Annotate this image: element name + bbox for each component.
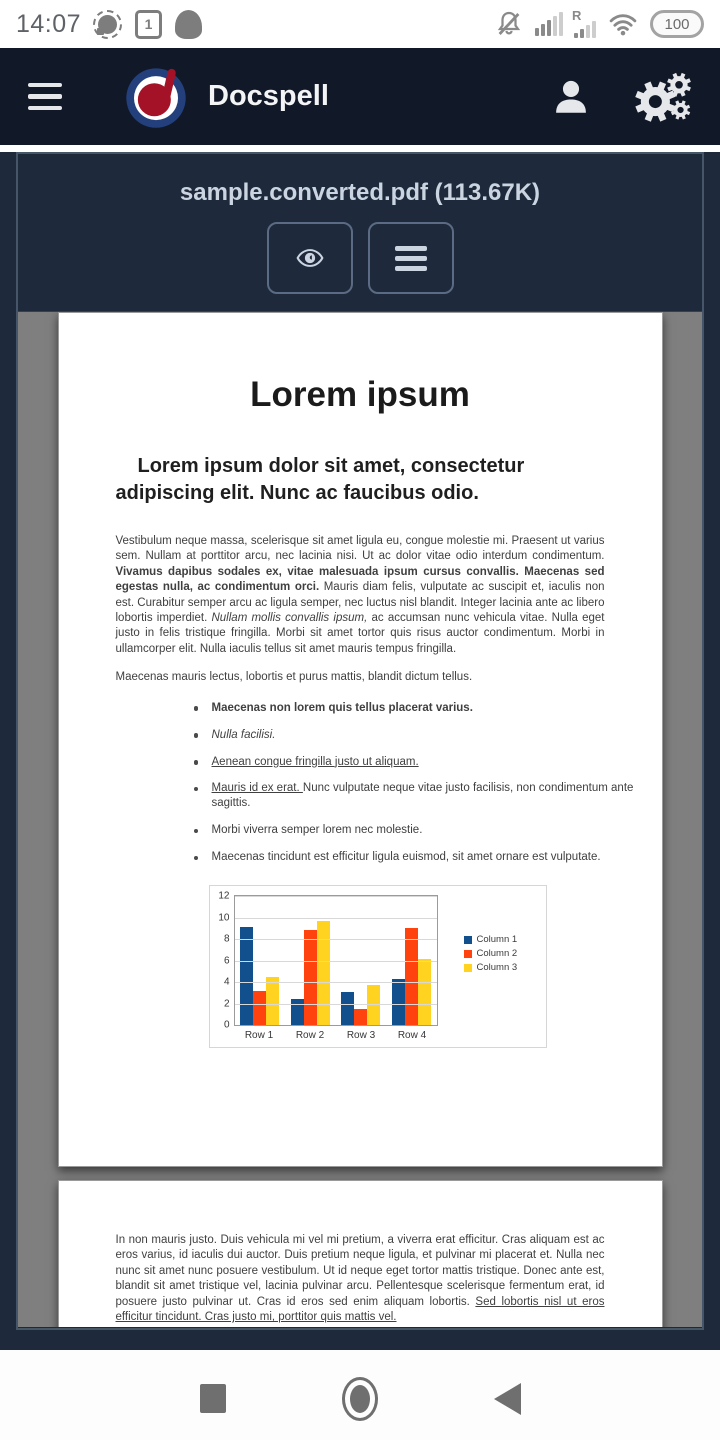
file-name: sample.converted.pdf (113.67K) [179,179,541,206]
settings-gears-icon[interactable] [634,71,692,123]
legend-entry: Column 1 [464,934,518,945]
bell-slash-icon [494,9,524,39]
list-icon [395,246,427,271]
x-tick-label: Row 3 [346,1030,376,1042]
bar [253,991,266,1025]
y-tick-label: 4 [223,976,230,988]
bar-group [285,921,336,1025]
android-status-bar [0,0,720,48]
bar [240,927,253,1025]
back-button[interactable] [494,1383,521,1415]
list-item: Aenean congue fringilla justo ut aliquam. [192,755,663,770]
clock: 14:07 [16,9,82,38]
y-tick-label: 0 [223,1019,230,1031]
bar [367,985,380,1025]
y-tick-label: 10 [218,912,230,924]
bar [341,992,354,1025]
brand[interactable] [124,64,329,130]
bar [304,930,317,1026]
preview-eye-button[interactable] [267,222,353,294]
legend-swatch [464,950,472,958]
bar [405,928,418,1025]
chart-plot-area [234,895,438,1026]
paragraph: In non mauris justo. Duis vehicula mi vel mi pretium, a viverra erat efficitur. Cras aliquam est ac eros varius, id iaculis dui auctor. Duis pretium neque ligula, et pulvinar mi placerat et. Nulla nec nunc sit amet nunc posuere vestibulum. Ut id neque eget tortor mattis tristique. Donec ante est, blandit sit amet tristique vel, lacinia pulvinar arcu. Pellentesque scelerisque fermentum erat, id posuere justo pulvinar ut. Cras id eros sed enim aliquam lobortis. Sed lobortis nisl ut eros efficitur tincidunt. Cras justo mi, porttitor quis mattis vel. [115,1234,605,1324]
document-title: Lorem ipsum [250,375,470,414]
ghost-app-icon [175,10,202,39]
battery-icon: 100 [650,10,704,38]
chart-y-axis [214,890,234,1031]
pdf-page-1 [58,312,663,1167]
android-nav-bar [0,1350,720,1440]
attachment-panel [16,152,704,1330]
user-icon[interactable] [550,76,592,118]
paragraph: Vestibulum neque massa, scelerisque sit amet ligula eu, congue molestie mi. Praesent ut varius sem. Nullam at porttitor arcu, nec lacinia nisi. Ut ac dolor vitae odio interdum condimentum. Vivamus dapibus sodales ex, vitae malesuada ipsum cursus convallis. Maecenas sed egestas nulla, ac condimentum orci. Mauris diam felis, vulputate ac suscipit et, iaculis non est. Curabitur semper arcu ac ligula semper, nec luctus nisl blandit. Integer lacinia ante ac libero lobortis imperdiet. Nullam mollis convallis ipsum, ac accumsan nunc vehicula vitae. Nulla eget justo in felis tristique fringilla. Morbi sit amet tortor quis risus auctor condimentum. Morbi in ullamcorper elit. Nulla iaculis tellus sit amet mauris tempus fringilla. [115,535,605,655]
chart-legend [464,931,518,976]
list-item: Maecenas non lorem quis tellus placerat varius. [192,701,663,716]
y-tick-label: 12 [218,890,230,902]
y-tick-label: 6 [223,955,230,967]
bullet-list [192,701,662,866]
legend-entry: Column 3 [464,962,518,973]
bar-chart [209,885,547,1048]
paragraph: Maecenas mauris lectus, lobortis et purus mattis, blandit dictum tellus. [115,671,473,684]
document-subtitle: Lorem ipsum dolor sit amet, consectetur adipiscing elit. Nunc ac faucibus odio. [115,455,525,504]
bar-group [235,927,286,1025]
app-title: Docspell [208,80,329,112]
wifi-icon [607,9,639,39]
list-item: Maecenas tincidunt est efficitur ligula euismod, sit amet ornare est vulputate. [192,850,663,865]
list-item: Mauris id ex erat. Nunc vulputate neque vitae justo facilisis, non condimentum ante sagittis. [192,781,663,811]
x-tick-label: Row 4 [397,1030,427,1042]
y-tick-label: 8 [223,933,230,945]
eye-icon [292,244,328,272]
recents-button[interactable] [200,1384,226,1413]
bar [418,959,431,1026]
bar-group [336,985,387,1025]
bar [266,977,279,1025]
attachment-menu-button[interactable] [368,222,454,294]
list-item: Morbi viverra semper lorem nec molestie. [192,823,663,838]
calendar-icon: 1 [135,10,162,39]
docspell-logo-icon [124,64,188,130]
roaming-signal-icon [572,7,596,38]
x-tick-label: Row 2 [295,1030,325,1042]
x-tick-label: Row 1 [244,1030,274,1042]
bar [317,921,330,1025]
pdf-page-2 [58,1180,663,1327]
list-item: Nulla facilisi. [192,728,663,743]
cellular-signal-icon [535,12,563,36]
bar [392,979,405,1025]
legend-entry: Column 2 [464,948,518,959]
legend-swatch [464,964,472,972]
y-tick-label: 2 [223,998,230,1010]
app-bar [0,48,720,145]
content-area [0,152,720,1350]
home-button[interactable] [342,1377,378,1421]
bar-group [386,928,437,1025]
chart-x-axis [234,1030,438,1041]
bar [354,1009,367,1025]
pdf-viewer[interactable] [18,312,702,1327]
menu-icon[interactable] [28,83,62,111]
page-gap [18,1167,702,1180]
roaming-label: R [572,7,582,23]
legend-swatch [464,936,472,944]
signal-app-icon [93,10,122,39]
attachment-header [18,154,702,312]
